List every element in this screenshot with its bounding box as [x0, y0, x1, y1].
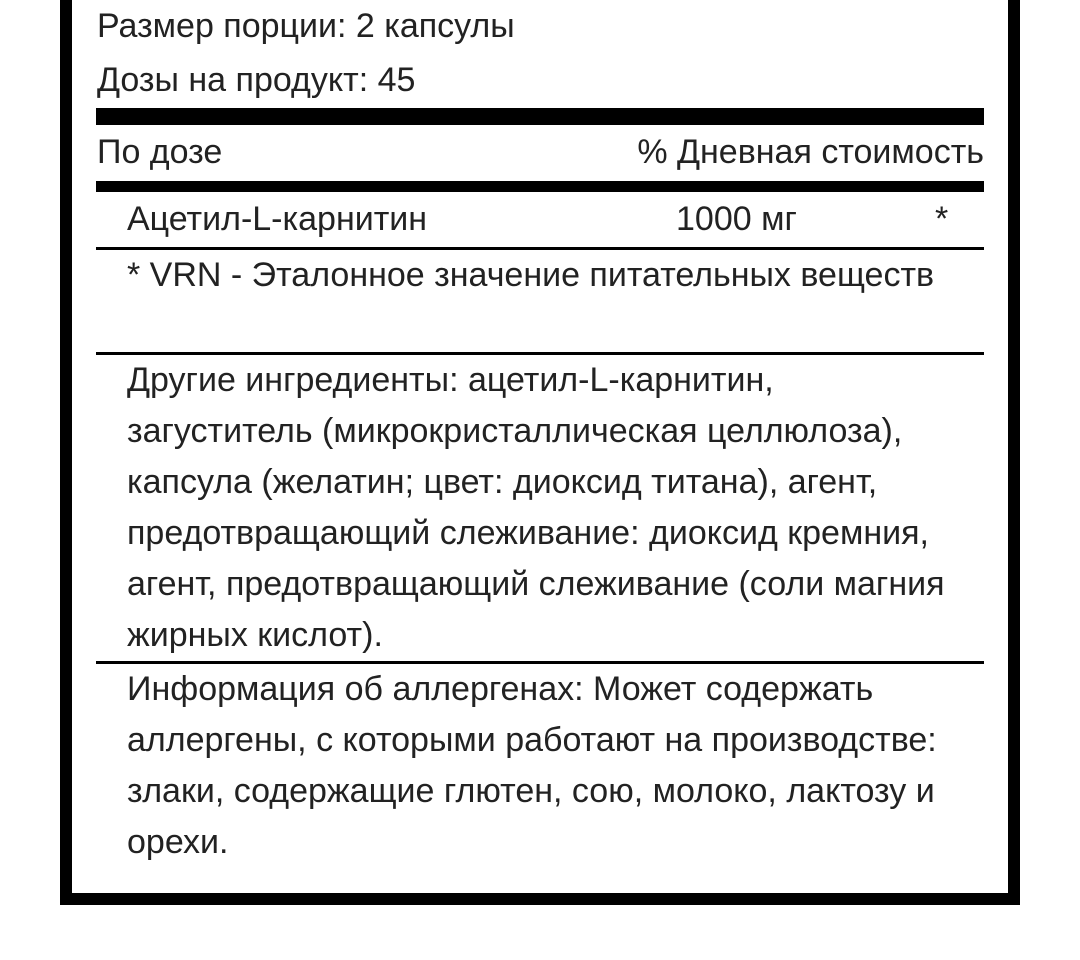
- other-ingredients: Другие ингредиенты: ацетил-L-карнитин, загуститель (микрокристаллическая целлюлоза), капсула (желатин; цвет: диоксид титана), агент, предотвращающий слеживание: диоксид кремния, агент, предотвращающий слеживание (соли магния жирных кислот).: [127, 361, 945, 654]
- servings-per-container: Дозы на продукт: 45: [97, 61, 416, 99]
- ingredient-daily-value: *: [935, 200, 949, 238]
- allergen-information: Информация об аллергенах: Может содержать аллергены, с которыми работают на производстве: злаки, содержащие глютен, сою, молоко, лактозу и орехи.: [127, 670, 937, 861]
- ingredient-amount: 1000 мг: [676, 200, 797, 238]
- serving-size: Размер порции: 2 капсулы: [97, 7, 515, 45]
- ingredient-name: Ацетил-L-карнитин: [127, 200, 428, 238]
- daily-value-header: % Дневная стоимость: [637, 133, 984, 171]
- medium-divider: [96, 181, 984, 192]
- vrn-footnote: * VRN - Эталонное значение питательных веществ: [127, 256, 935, 294]
- per-dose-header: По дозе: [97, 133, 223, 171]
- thick-divider: [96, 108, 984, 125]
